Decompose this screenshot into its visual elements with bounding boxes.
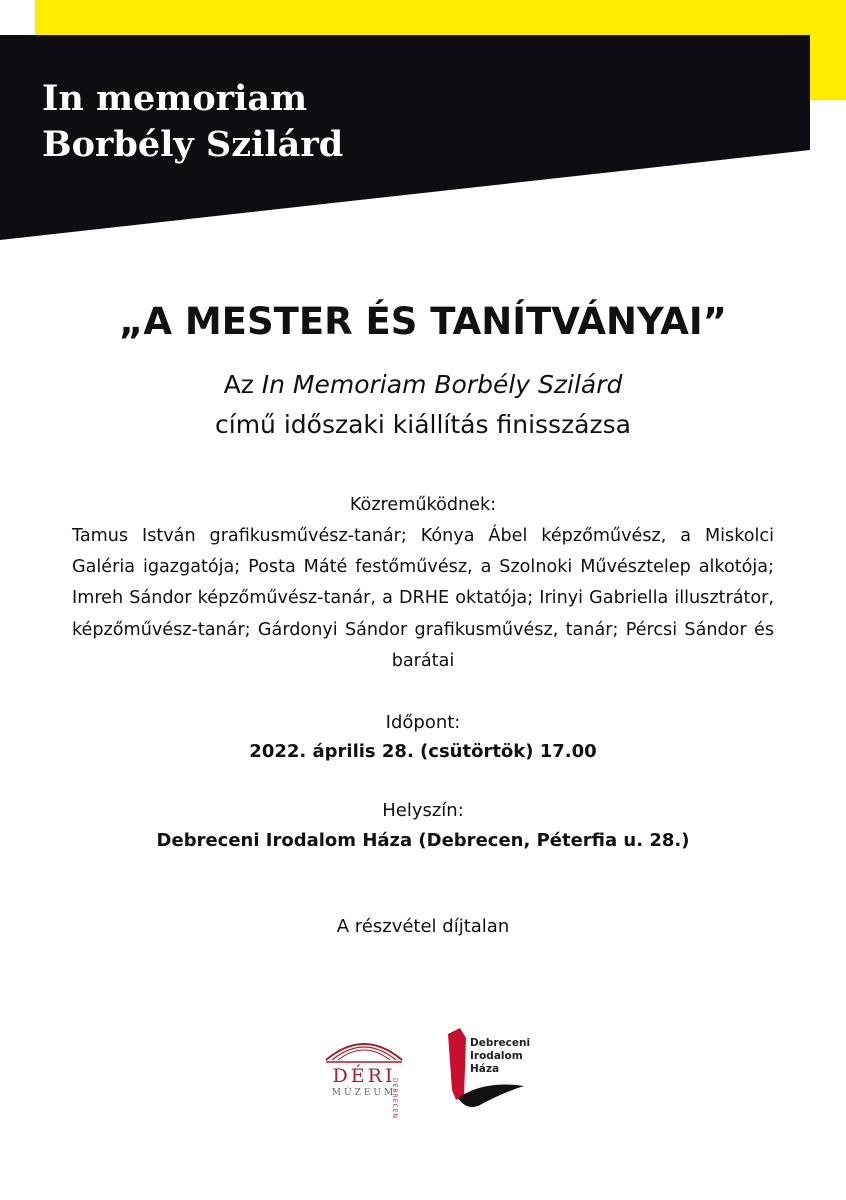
pen-nib-icon: [458, 1085, 524, 1108]
dih-line1: Debreceni: [470, 1037, 531, 1049]
logos: [0, 1020, 846, 1120]
time-label: Időpont:: [385, 712, 461, 733]
subtitle: [0, 365, 846, 445]
deri-logo-sub: MÚZEUM: [331, 1088, 397, 1098]
deri-logo-side: DEBRECEN: [391, 1078, 398, 1119]
place-label: Helyszín:: [382, 800, 464, 821]
banner-title-line1: In memoriam: [42, 78, 308, 119]
place-value: Debreceni Irodalom Háza (Debrecen, Péterfia u. 28.): [156, 830, 690, 851]
irodalom-haza-logo-text: [470, 1037, 530, 1076]
admission-text: A részvétel díjtalan: [336, 916, 510, 937]
subtitle-italic: In Memoriam Borbély Szilárd: [261, 370, 623, 399]
banner-title-line2: Borbély Szilárd: [42, 124, 344, 165]
contributors-text: Tamus István grafikusművész-tanár; Kónya Ábel képzőművész, a Miskolci Galéria igazgatója; Posta Máté festőművész, a Szolnoki Művésztelep alkotója; Imreh Sándor képzőművész-tanár, a DRHE oktatója; Irinyi Gabriella illusztrátor, képzőművész-tanár; Gárdonyi Sándor grafikusművész, tanár; Pércsi Sándor és barátai: [72, 526, 774, 671]
contributors-heading: Közreműködnek:: [349, 495, 497, 515]
main-title: „A MESTER ÉS TANÍTVÁNYAI”: [119, 300, 727, 343]
header-banner: [0, 0, 846, 245]
deri-logo-name: DÉRI: [332, 1065, 396, 1087]
subtitle-prefix: Az: [223, 370, 262, 399]
quill-icon: [448, 1028, 466, 1100]
dih-line2: Irodalom: [470, 1050, 523, 1062]
banner-title: [42, 76, 343, 168]
subtitle-line2: című időszaki kiállítás finisszázsa: [215, 410, 631, 439]
subtitle-line1: [0, 365, 846, 405]
dih-line3: Háza: [470, 1063, 500, 1075]
time-value: 2022. április 28. (csütörtök) 17.00: [249, 741, 597, 762]
